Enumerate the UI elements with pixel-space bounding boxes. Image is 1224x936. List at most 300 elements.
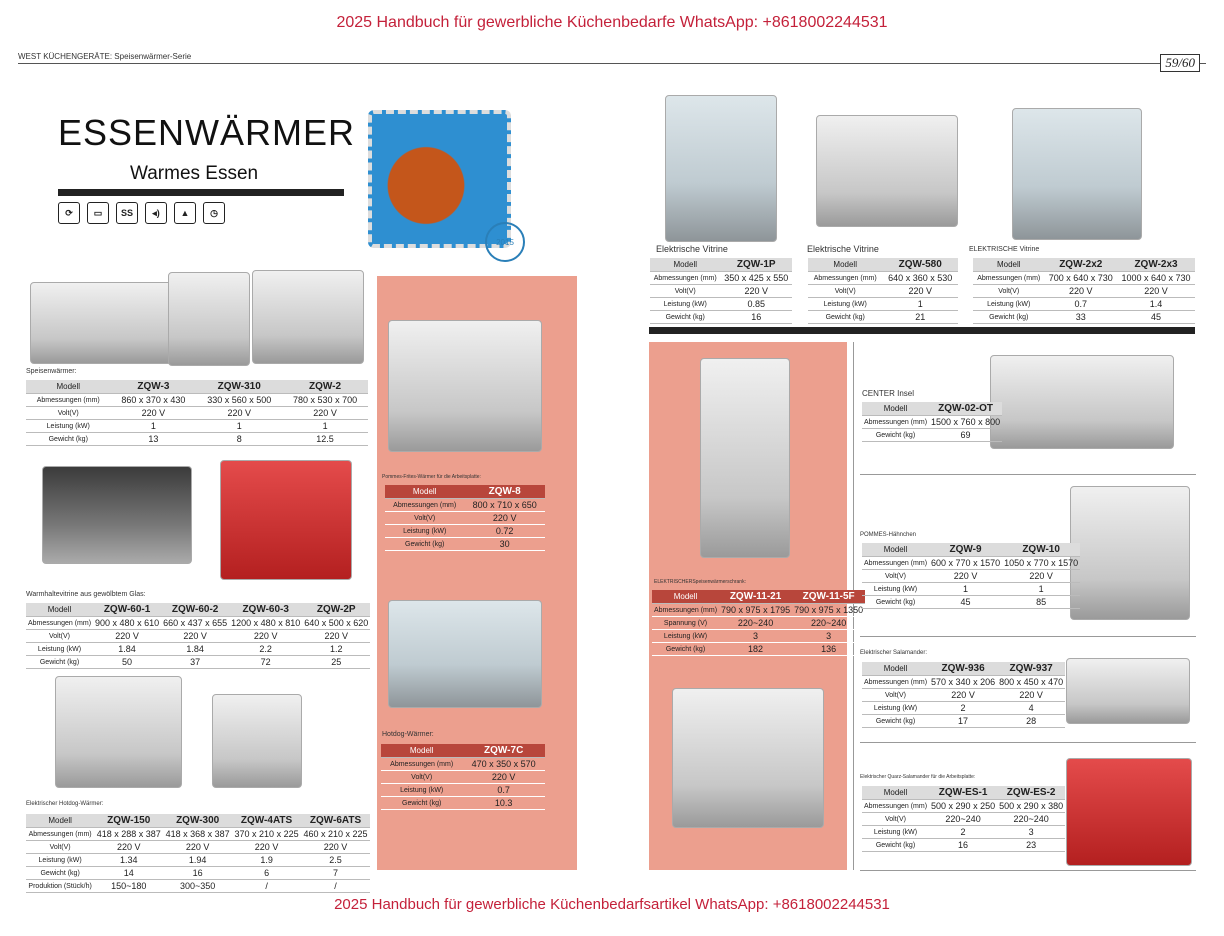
row-label: Volt(V): [808, 285, 882, 298]
row-label: Volt(V): [26, 630, 93, 643]
table-cell: 220~240: [792, 617, 865, 630]
page-subtitle: Warmes Essen: [130, 163, 259, 184]
table-row: [808, 298, 958, 311]
model-header: ZQW-2P: [302, 603, 370, 617]
table-cell: 16: [929, 839, 997, 852]
table-cell: 640 x 360 x 530: [882, 272, 958, 285]
table-cell: 136: [792, 643, 865, 656]
table-cell: 1.2: [302, 643, 370, 656]
table-cell: 150~180: [94, 880, 163, 893]
sound-icon: ◂): [145, 202, 167, 224]
photo-zqw-4ats: [212, 694, 302, 788]
row-label: Leistung (kW): [973, 298, 1044, 311]
table-cell: 500 x 290 x 380: [999, 801, 1064, 811]
table-cell: 16: [163, 867, 232, 880]
spec-table-hotdog: [381, 744, 545, 810]
table-cell: 182: [719, 643, 792, 656]
table-cell: 25: [302, 656, 370, 669]
table-cell: 6: [232, 867, 301, 880]
table-cell: 350 x 425 x 550: [720, 272, 792, 285]
divider-3: [860, 742, 1196, 743]
photo-zqw-3: [30, 282, 172, 364]
table-cell: 50: [93, 656, 161, 669]
table-row: [652, 643, 865, 656]
stamp-icon: 2015: [485, 222, 525, 262]
caption-toaster: Elektrischer Hotdog-Wärmer:: [26, 801, 104, 807]
table-cell: 900 x 480 x 610: [95, 618, 160, 628]
model-header: ZQW-310: [196, 380, 282, 394]
photo-zqw-150: [55, 676, 182, 788]
table-cell: 1.84: [93, 643, 161, 656]
model-header-label: Modell: [973, 258, 1044, 272]
photo-zqw-02-ot: [990, 355, 1174, 449]
timer-icon: ◷: [203, 202, 225, 224]
model-header: ZQW-60-2: [161, 603, 229, 617]
model-header: ZQW-7C: [462, 744, 545, 758]
table-cell: 220 V: [196, 407, 282, 420]
table-row: [385, 499, 545, 512]
row-label: Abmessungen (mm): [862, 800, 929, 813]
table-row: [26, 643, 370, 656]
table-cell: 16: [720, 311, 792, 324]
table-cell: 220~240: [719, 617, 792, 630]
row-label: Volt(V): [381, 771, 462, 784]
table-cell: 1: [882, 298, 958, 311]
caption-warmhalte: Warmhaltevitrine aus gewölbtem Glas:: [26, 591, 146, 598]
table-row: [385, 512, 545, 525]
table-row: [650, 298, 792, 311]
photo-zqw-580: [816, 115, 958, 227]
table-cell: 418 x 288 x 387: [94, 828, 163, 841]
row-label: Gewicht (kg): [650, 311, 720, 324]
photo-zqw-2x2: [1012, 108, 1142, 240]
row-label: Gewicht (kg): [26, 433, 111, 446]
control-panel-icon: ▭: [87, 202, 109, 224]
table-cell: 220 V: [229, 630, 302, 643]
table-row: [862, 826, 1065, 839]
no-spill-icon: ⟳: [58, 202, 80, 224]
table-cell: 1.94: [163, 854, 232, 867]
table-row: [26, 394, 368, 407]
table-cell: 330 x 560 x 500: [196, 394, 282, 407]
table-row: [973, 285, 1195, 298]
row-label: Gewicht (kg): [862, 839, 929, 852]
row-label: Abmessungen (mm): [385, 499, 464, 512]
table-cell: 1.9: [232, 854, 301, 867]
row-label: Abmessungen (mm): [652, 604, 719, 617]
table-cell: 23: [997, 839, 1065, 852]
table-row: [862, 689, 1065, 702]
table-cell: 418 x 368 x 387: [163, 828, 232, 841]
table-row: [862, 676, 1065, 689]
model-header-label: Modell: [862, 543, 929, 557]
table-row: [381, 758, 545, 771]
table-cell: 790 x 975 x 1350: [794, 605, 864, 615]
table-row: [385, 538, 545, 551]
row-label: Leistung (kW): [808, 298, 882, 311]
caption-insel: CENTER Insel: [862, 389, 915, 398]
caption-vitrine2: Elektrische Vitrine: [807, 244, 879, 254]
table-cell: 0.85: [720, 298, 792, 311]
table-cell: 600 x 770 x 1570: [931, 558, 1001, 568]
caption-zqw8: Pommes-Frites-Wärmer für die Arbeitsplatte:: [382, 474, 481, 480]
divider-4: [860, 870, 1196, 871]
row-label: Leistung (kW): [652, 630, 719, 643]
table-cell: 1: [929, 583, 1002, 596]
table-cell: 220 V: [462, 771, 545, 784]
photo-zqw-11: [700, 358, 790, 558]
caption-quarz: Elektrischer Quarz-Salamander für die Arbeitsplatte:: [860, 774, 976, 780]
row-label: Gewicht (kg): [381, 797, 462, 810]
table-cell: 220 V: [163, 841, 232, 854]
spec-table-vitrine1: [650, 258, 792, 324]
table-row: [26, 854, 370, 867]
table-row: [26, 617, 370, 630]
table-cell: 220 V: [302, 630, 370, 643]
model-header: ZQW-580: [882, 258, 958, 272]
table-cell: 21: [882, 311, 958, 324]
photo-zqw-es: [1066, 758, 1192, 866]
photo-zqw-60-2: [220, 460, 352, 580]
spec-table-toaster: [26, 814, 370, 893]
table-row: [26, 867, 370, 880]
divider-1: [860, 474, 1196, 475]
table-cell: 220 V: [232, 841, 301, 854]
table-cell: 500 x 290 x 250: [931, 801, 996, 811]
table-row: [862, 583, 1080, 596]
top-banner: 2025 Handbuch für gewerbliche Küchenbedarfe WhatsApp: +8618002244531: [336, 14, 888, 31]
table-cell: 220~240: [997, 813, 1065, 826]
page-title: ESSENWÄRMER: [58, 112, 356, 153]
table-cell: 2: [929, 702, 997, 715]
model-header: ZQW-ES-1: [929, 786, 997, 800]
table-cell: 220 V: [464, 512, 545, 525]
row-label: Leistung (kW): [381, 784, 462, 797]
table-cell: 28: [997, 715, 1065, 728]
table-cell: 220 V: [929, 689, 997, 702]
table-cell: 1200 x 480 x 810: [231, 618, 301, 628]
table-cell: 800 x 710 x 650: [464, 499, 545, 512]
model-header: ZQW-2x3: [1117, 258, 1195, 272]
row-label: Abmessungen (mm): [862, 676, 929, 689]
spec-table-zqw8: [385, 485, 545, 551]
model-header-label: Modell: [26, 814, 94, 828]
table-row: [808, 272, 958, 285]
caption-pommes: POMMES-Hähnchen: [860, 532, 917, 538]
photo-zqw-2: [252, 270, 364, 364]
row-label: Volt(V): [862, 689, 929, 702]
row-label: Gewicht (kg): [862, 429, 929, 442]
table-cell: 700 x 640 x 730: [1044, 272, 1117, 285]
model-header: ZQW-ES-2: [997, 786, 1065, 800]
table-cell: 45: [929, 596, 1002, 609]
row-label: Abmessungen (mm): [808, 272, 882, 285]
row-label: Volt(V): [862, 813, 929, 826]
row-label: Abmessungen (mm): [381, 758, 462, 771]
table-row: [381, 797, 545, 810]
row-label: Gewicht (kg): [26, 656, 93, 669]
section-divider: [649, 327, 1195, 334]
table-row: [862, 596, 1080, 609]
table-cell: 13: [111, 433, 197, 446]
table-cell: 220 V: [1002, 570, 1080, 583]
model-header-label: Modell: [808, 258, 882, 272]
table-cell: 220 V: [882, 285, 958, 298]
table-row: [650, 285, 792, 298]
table-cell: 220 V: [720, 285, 792, 298]
row-label: Gewicht (kg): [385, 538, 464, 551]
row-label: Volt(V): [26, 841, 94, 854]
table-cell: 220 V: [111, 407, 197, 420]
table-row: [652, 630, 865, 643]
table-cell: 45: [1117, 311, 1195, 324]
row-label: Abmessungen (mm): [26, 828, 94, 841]
table-cell: 0.72: [464, 525, 545, 538]
model-header-label: Modell: [26, 603, 93, 617]
row-label: Leistung (kW): [26, 420, 111, 433]
row-label: Abmessungen (mm): [862, 557, 929, 570]
table-cell: 220 V: [997, 689, 1065, 702]
row-label: Volt(V): [650, 285, 720, 298]
row-label: Volt(V): [26, 407, 111, 420]
model-header: ZQW-10: [1002, 543, 1080, 557]
table-row: [862, 416, 1002, 429]
model-header: ZQW-60-1: [93, 603, 161, 617]
row-label: Leistung (kW): [862, 702, 929, 715]
table-cell: 3: [997, 826, 1065, 839]
table-cell: 0.7: [1044, 298, 1117, 311]
table-cell: 220~240: [929, 813, 997, 826]
table-cell: 1500 x 760 x 800: [931, 417, 1001, 427]
spec-table-pommes: [862, 543, 1080, 609]
table-cell: 220 V: [1117, 285, 1195, 298]
model-header: ZQW-2: [282, 380, 368, 394]
row-label: Gewicht (kg): [862, 715, 929, 728]
table-cell: 10.3: [462, 797, 545, 810]
model-header-label: Modell: [862, 786, 929, 800]
row-label: Abmessungen (mm): [26, 394, 111, 407]
spec-table-schrank: [652, 590, 865, 656]
table-cell: 220 V: [94, 841, 163, 854]
table-cell: 8: [196, 433, 282, 446]
table-cell: 2: [929, 826, 997, 839]
model-header: ZQW-4ATS: [232, 814, 301, 828]
table-row: [652, 604, 865, 617]
photo-zqw-8: [388, 320, 542, 452]
model-header: ZQW-9: [929, 543, 1002, 557]
table-row: [973, 272, 1195, 285]
divider-2: [860, 636, 1196, 637]
table-cell: 1: [1002, 583, 1080, 596]
caption-salamander: Elektrischer Salamander:: [860, 650, 928, 656]
table-cell: 640 x 500 x 620: [304, 618, 369, 628]
table-cell: 12.5: [282, 433, 368, 446]
model-header: ZQW-6ATS: [301, 814, 370, 828]
table-cell: 69: [929, 429, 1002, 442]
table-cell: 85: [1002, 596, 1080, 609]
table-row: [862, 813, 1065, 826]
table-cell: 0.7: [462, 784, 545, 797]
table-row: [26, 841, 370, 854]
table-cell: 3: [719, 630, 792, 643]
table-row: [862, 800, 1065, 813]
alarm-icon: ▲: [174, 202, 196, 224]
model-header: ZQW-150: [94, 814, 163, 828]
model-header: ZQW-11-21: [719, 590, 792, 604]
bottom-banner: 2025 Handbuch für gewerbliche Küchenbedarfsartikel WhatsApp: +8618002244531: [334, 896, 890, 913]
caption-speisen: Speisenwärmer:: [26, 368, 77, 375]
table-cell: 37: [161, 656, 229, 669]
model-header: ZQW-1P: [720, 258, 792, 272]
spec-table-vitrine2: [808, 258, 958, 324]
row-label: Abmessungen (mm): [973, 272, 1044, 285]
model-header-label: Modell: [26, 380, 111, 394]
caption-hotdog: Hotdog-Wärmer:: [382, 731, 434, 738]
spec-table-quarz: [862, 786, 1065, 852]
photo-zqw-60-1: [42, 466, 192, 564]
table-cell: 220 V: [282, 407, 368, 420]
model-header: ZQW-300: [163, 814, 232, 828]
table-row: [862, 715, 1065, 728]
table-row: [973, 298, 1195, 311]
table-row: [26, 407, 368, 420]
table-row: [808, 285, 958, 298]
table-cell: 4: [997, 702, 1065, 715]
table-cell: 14: [94, 867, 163, 880]
table-cell: 660 x 437 x 655: [163, 618, 228, 628]
table-cell: 1.4: [1117, 298, 1195, 311]
model-header: ZQW-937: [997, 662, 1065, 676]
row-label: Leistung (kW): [862, 583, 929, 596]
table-cell: /: [301, 880, 370, 893]
model-header: ZQW-8: [464, 485, 545, 499]
title-bar: [58, 189, 344, 196]
table-cell: 33: [1044, 311, 1117, 324]
table-cell: 2.2: [229, 643, 302, 656]
table-cell: 300~350: [163, 880, 232, 893]
row-label: Volt(V): [385, 512, 464, 525]
caption-schrank: ELEKTRISCHERSpeisenwärmerschrank:: [654, 579, 746, 585]
table-row: [26, 880, 370, 893]
row-label: Abmessungen (mm): [650, 272, 720, 285]
table-row: [650, 272, 792, 285]
model-header-label: Modell: [650, 258, 720, 272]
model-header: ZQW-936: [929, 662, 997, 676]
table-row: [385, 525, 545, 538]
model-header-label: Modell: [381, 744, 462, 758]
row-label: Spannung (V): [652, 617, 719, 630]
table-cell: 220 V: [161, 630, 229, 643]
model-header: ZQW-02-OT: [929, 402, 1002, 416]
table-row: [381, 784, 545, 797]
table-row: [652, 617, 865, 630]
row-label: Volt(V): [973, 285, 1044, 298]
table-cell: 220 V: [301, 841, 370, 854]
spec-table-vitrine3: [973, 258, 1195, 324]
table-row: [26, 433, 368, 446]
spec-table-insel: [862, 402, 1002, 442]
table-cell: 17: [929, 715, 997, 728]
spec-table-warmhalte: [26, 603, 370, 669]
row-label: Produktion (Stück/h): [26, 880, 94, 893]
table-cell: 460 x 210 x 225: [301, 828, 370, 841]
caption-vitrine1: Elektrische Vitrine: [656, 244, 728, 254]
row-label: Gewicht (kg): [652, 643, 719, 656]
row-label: Abmessungen (mm): [26, 617, 93, 630]
model-header: ZQW-3: [111, 380, 197, 394]
table-row: [650, 311, 792, 324]
table-cell: 30: [464, 538, 545, 551]
row-label: Leistung (kW): [26, 643, 93, 656]
table-cell: 1.84: [161, 643, 229, 656]
photo-zqw-1p: [665, 95, 777, 242]
table-row: [862, 839, 1065, 852]
row-label: Gewicht (kg): [973, 311, 1044, 324]
table-cell: 2.5: [301, 854, 370, 867]
table-cell: 470 x 350 x 570: [462, 758, 545, 771]
brand-header: WEST KÜCHENGERÄTE: Speisenwärmer-Serie: [18, 52, 192, 61]
row-label: Gewicht (kg): [862, 596, 929, 609]
table-row: [26, 828, 370, 841]
row-label: Leistung (kW): [385, 525, 464, 538]
photo-combi-oven: [672, 688, 824, 828]
table-cell: 370 x 210 x 225: [232, 828, 301, 841]
photo-zqw-9: [1070, 486, 1190, 620]
row-label: Leistung (kW): [650, 298, 720, 311]
table-cell: 220 V: [929, 570, 1002, 583]
row-label: Abmessungen (mm): [862, 416, 929, 429]
page-number: 59/60: [1160, 54, 1200, 72]
model-header: ZQW-11-5F: [792, 590, 865, 604]
table-cell: 1: [282, 420, 368, 433]
spec-table-salamander: [862, 662, 1065, 728]
table-cell: 860 x 370 x 430: [111, 394, 197, 407]
table-row: [26, 630, 370, 643]
photo-zqw-7c: [388, 600, 542, 708]
model-header: ZQW-60-3: [229, 603, 302, 617]
table-cell: 72: [229, 656, 302, 669]
header-rule: [18, 63, 1206, 64]
table-row: [862, 702, 1065, 715]
table-cell: 220 V: [93, 630, 161, 643]
table-row: [862, 570, 1080, 583]
feature-icons: [58, 202, 225, 224]
table-row: [26, 656, 370, 669]
table-cell: 570 x 340 x 206: [931, 677, 996, 687]
model-header-label: Modell: [862, 662, 929, 676]
photo-zqw-937: [1066, 658, 1190, 724]
row-label: Volt(V): [862, 570, 929, 583]
row-label: Gewicht (kg): [26, 867, 94, 880]
spec-table-speisen: [26, 380, 368, 446]
row-label: Leistung (kW): [862, 826, 929, 839]
table-cell: 220 V: [1044, 285, 1117, 298]
table-cell: 1: [111, 420, 197, 433]
table-cell: 800 x 450 x 470: [999, 677, 1064, 687]
caption-vitrine3: ELEKTRISCHE Vitrine: [969, 246, 1040, 253]
table-cell: 1050 x 770 x 1570: [1004, 558, 1079, 568]
table-cell: 790 x 975 x 1795: [721, 605, 791, 615]
model-header-label: Modell: [862, 402, 929, 416]
stainless-steel-icon: SS: [116, 202, 138, 224]
table-row: [973, 311, 1195, 324]
row-label: Gewicht (kg): [808, 311, 882, 324]
table-row: [381, 771, 545, 784]
table-cell: 1000 x 640 x 730: [1117, 272, 1195, 285]
table-cell: /: [232, 880, 301, 893]
table-row: [862, 429, 1002, 442]
model-header: ZQW-2x2: [1044, 258, 1117, 272]
